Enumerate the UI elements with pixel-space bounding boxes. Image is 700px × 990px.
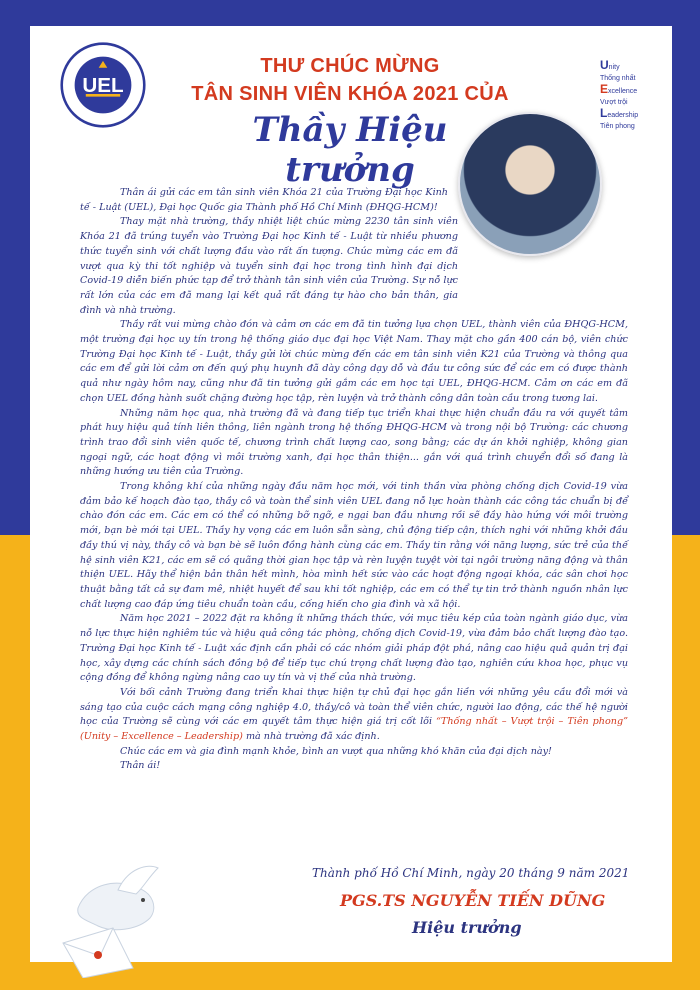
letter-paragraph: Trong không khí của những ngày đầu năm học mới, với tinh thần vừa phòng chống dịch Covid-19 vừa đảm bảo kế hoạch đào tạo, thầy cô và toàn thể sinh viên UEL đang nỗ lực hoàn thành các công tác chuẩn bị để chào đón các em. Các em có thể có những bỡ ngỡ, e ngại ban đầu nhưng rồi sẽ đầy hào hứng với môi trường mới, bạn bè mới tại UEL. Thầy hy vọng các em luôn sẵn sàng, chủ động tiếp cận, thích nghi với những khởi đầu đầy thú vị này, thầy cô và bạn bè sẽ luôn đồng hành cùng các em. Thầy tin rằng với năng lượng, sức trẻ của thế hệ sinh viên K21, các em sẽ có quãng thời gian học tập và rèn luyện tuyệt vời tại ngôi trường năng động và thân thiện UEL. Hãy thể hiện bản thân hết mình, hòa mình hết sức vào các hoạt động ngoại khóa, các sân chơi học thuật bằng tất cả sự đam mê, nhiệt huyết để sau khi tốt nghiệp, các em có thể tự tin trở thành nguồn nhân lực chất lượng cao đáp ứng tiêu chuẩn toàn cầu, cống hiến cho gia đình và xã hội. xyxy=(80,481,628,610)
letter-paragraph: Thay mặt nhà trường, thầy nhiệt liệt chúc mừng 2230 tân sinh viên Khóa 21 đã trúng tuyển vào Trường Đại học Kinh tế - Luật từ nhiều phương thức tuyển sinh với chất lượng đầu vào rất ấn tượng. Chúc mừng các em đã vượt qua kỳ thi tốt nghiệp và tuyển sinh đại học trong tình hình đại dịch Covid-19 diễn biến phức tạp để trở thành tân sinh viên của Trường. Sự nỗ lực rất lớn của các em đã mang lại kết quả rất đáng tự hào cho bản thân, gia đình và nhà trường. xyxy=(80,216,458,316)
letter-paragraph: Những năm học qua, nhà trường đã và đang tiếp tục triển khai thực hiện chuẩn đầu ra với quyết tâm phát huy hiệu quả tính liên thông, liên ngành trong hệ thống ĐHQG-HCM và trong nội bộ Trường: các chương trình trao đổi sinh viên quốc tế, chương trình chất lượng cao, song bằng; các dự án khởi nghiệp, không gian ngoại ngữ, các hoạt động vì môi trường xanh, đại học thân thiện... gắn với quá trình chuyển đổi số đang là những hướng ưu tiên của Trường. xyxy=(80,407,628,478)
uel-logo xyxy=(60,42,146,128)
letter-paragraph: Thân ái! xyxy=(120,760,161,772)
logo-text: UEL xyxy=(82,73,124,97)
letter-paragraph: Thầy rất vui mừng chào đón và cảm ơn các em đã tin tưởng lựa chọn UEL, thành viên của ĐHQG-HCM, một trường đại học uy tín trong hệ thống giáo dục đại học Việt Nam. Thay mặt cho gần 400 cán bộ, viên chức Trường Đại học Kinh tế - Luật, thầy gửi lời chúc mừng đến các em tân sinh viên K21 của Trường và thông qua các em để gửi lời cảm ơn đến quý phụ huynh đã dày công dạy dỗ và đầu tư công sức để các em có được thành quả như ngày hôm nay, cũng như đã tin tưởng gửi gắm các em học tại UEL, ĐHQG-HCM. Cảm ơn các em đã chọn UEL đồng hành suốt chặng đường học tập, rèn luyện và trở thành công dân toàn cầu trong tương lai. xyxy=(80,319,628,404)
header-script-title: Thầy Hiệu trưởng xyxy=(252,110,448,190)
letter-paragraph: Với bối cảnh Trường đang triển khai thực hiện tự chủ đại học gắn liền với những yêu cầu đổi mới và sáng tạo của cuộc cách mạng công nghiệp 4.0, thầy/cô và toàn thể viên chức, người lao động, các thế hệ người học của Trường sẽ cùng với các em quyết tâm thực hiện giá trị cốt lõi “Thống nhất – Vượt trội – Tiên phong” (Unity – Excellence – Leadership) mà nhà trường đã xác định. xyxy=(80,686,628,743)
letter-paragraph: Năm học 2021 – 2022 đặt ra không ít những thách thức, với mục tiêu kép của toàn ngành giáo dục, vừa nỗ lực thực hiện nghiêm túc và hiệu quả công tác phòng, chống dịch Covid-19, vừa đảm bảo chất lượng đào tạo. Trường Đại học Kinh tế - Luật xác định cần phải có các nhóm giải pháp đột phá, nâng cao hiệu quả quản trị đại học, xây dựng các chính sách đồng bộ để tiếp tục chú trọng chất lượng đào tạo, nghiên cứu khoa học, phục vụ cộng đồng để không ngừng nâng cao uy tín và vị thế của nhà trường. xyxy=(80,613,628,684)
signer-title: Hiệu trưởng xyxy=(412,918,522,937)
uel-values-acronym: Unity Thống nhất Excellence Vượt trội Leadership Tiên phong xyxy=(600,58,639,130)
letter-paragraph: Thân ái gửi các em tân sinh viên Khóa 21 của Trường Đại học Kinh tế - Luật (UEL), Đại học Quốc gia Thành phố Hồ Chí Minh (ĐHQG-HCM)! xyxy=(80,187,448,213)
letter-paragraph: Chúc các em và gia đình mạnh khỏe, bình an vượt qua những khó khăn của đại dịch này! xyxy=(120,745,552,757)
signer-name: PGS.TS NGUYỄN TIẾN DŨNG xyxy=(340,891,606,910)
header-line1: THƯ CHÚC MỪNG xyxy=(260,55,440,77)
dove-with-letter-illustration xyxy=(58,848,168,978)
letter-body xyxy=(80,186,628,774)
header-line2: TÂN SINH VIÊN KHÓA 2021 CỦA xyxy=(191,83,509,105)
core-values: “Thống nhất – Vượt trội – Tiên phong” (Unity – Excellence – Leadership) xyxy=(80,716,628,743)
signature-date: Thành phố Hồ Chí Minh, ngày 20 tháng 9 năm 2021 xyxy=(312,866,630,880)
